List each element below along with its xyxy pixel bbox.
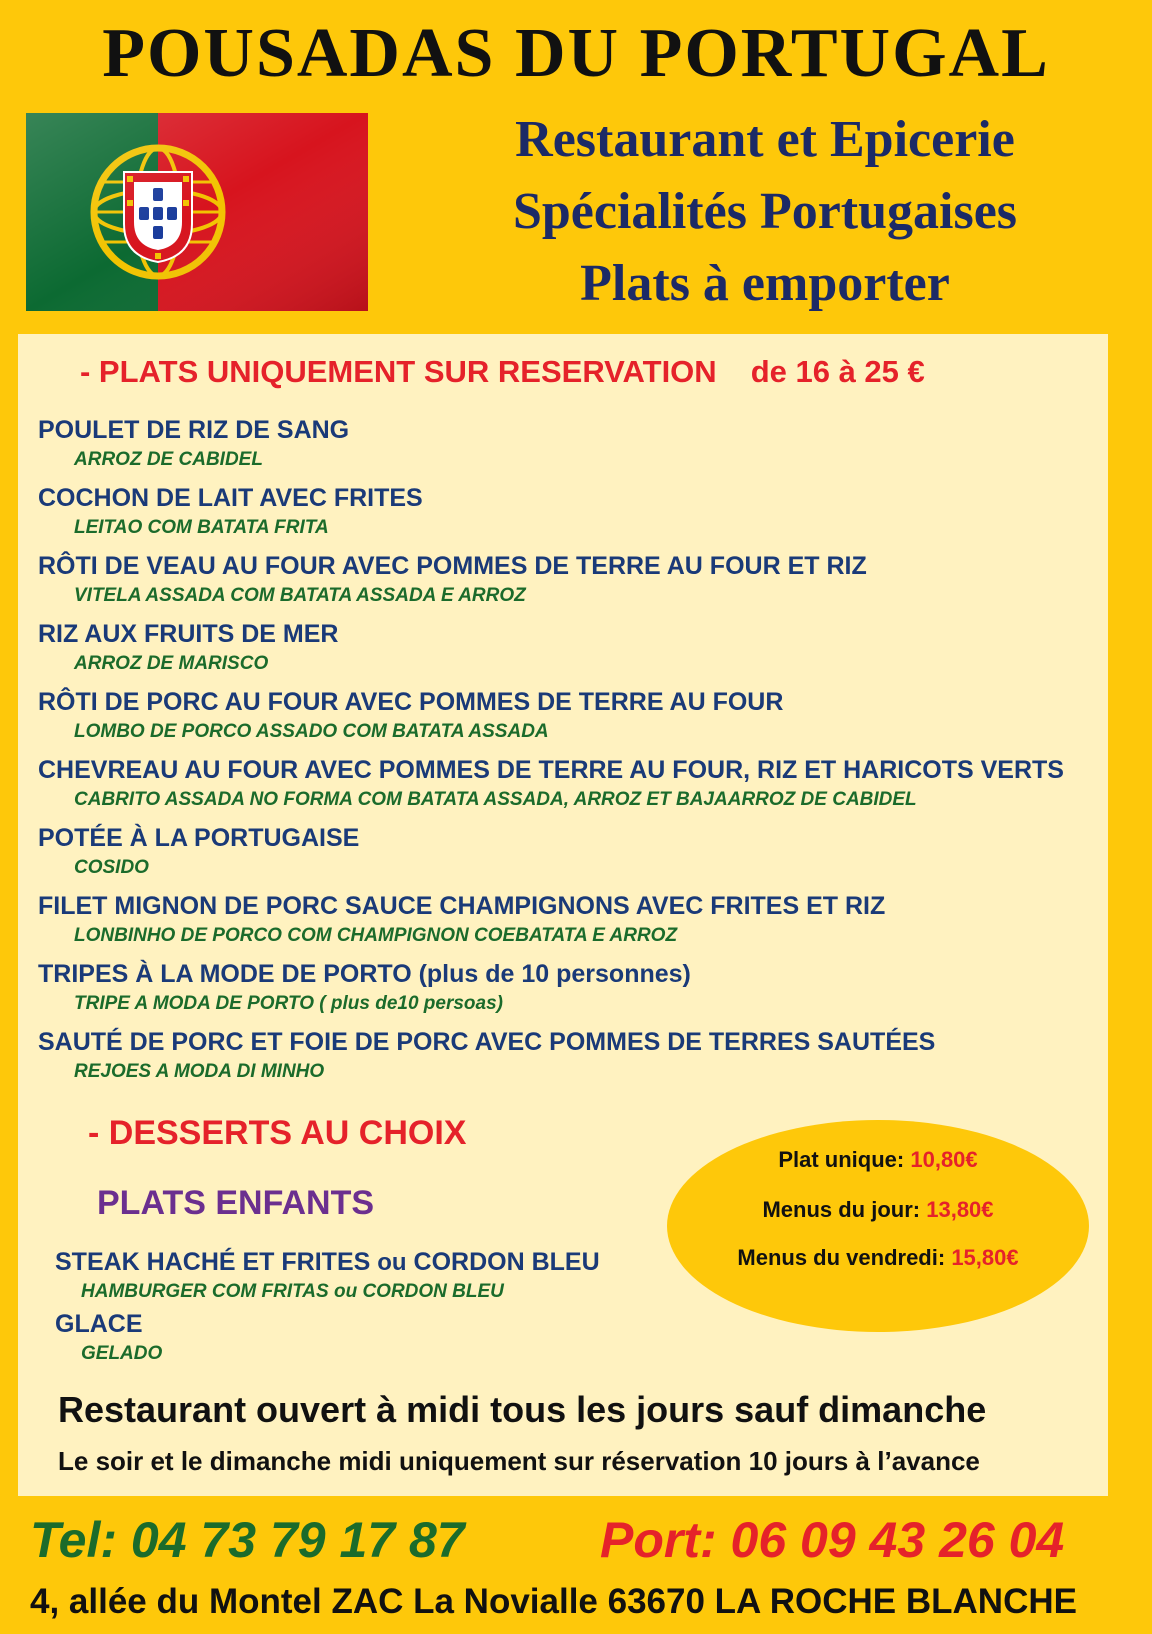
dish-name: FILET MIGNON DE PORC SAUCE CHAMPIGNONS AVEC FRITES ET RIZ	[38, 892, 886, 920]
dish-name: TRIPES À LA MODE DE PORTO (plus de 10 personnes)	[38, 960, 691, 988]
price-label: Menus du vendredi:	[737, 1245, 946, 1270]
address: 4, allée du Montel ZAC La Novialle 63670 LA ROCHE BLANCHE	[30, 1582, 1077, 1621]
dish-translation: COSIDO	[74, 857, 149, 878]
dish-name: POULET DE RIZ DE SANG	[38, 416, 350, 444]
dish-name: CHEVREAU AU FOUR AVEC POMMES DE TERRE AU FOUR, RIZ ET HARICOTS VERTS	[38, 756, 1064, 784]
price-value: 10,80€	[910, 1147, 978, 1172]
kids-dish-translation: HAMBURGER COM FRITAS ou CORDON BLEU	[81, 1281, 504, 1302]
dish-translation: TRIPE A MODA DE PORTO ( plus de10 persoas)	[74, 993, 503, 1014]
kids-dish-translation: GELADO	[81, 1343, 163, 1364]
reservation-price-range: de 16 à 25 €	[750, 354, 925, 389]
dish-translation: LOMBO DE PORCO ASSADO COM BATATA ASSADA	[74, 721, 549, 742]
dish-translation: CABRITO ASSADA NO FORMA COM BATATA ASSADA, ARROZ ET BAJAARROZ DE CABIDEL	[74, 789, 917, 810]
dish-translation: LEITAO COM BATATA FRITA	[74, 517, 329, 538]
portugal-flag-icon	[26, 113, 368, 311]
page-title: POUSADAS DU PORTUGAL	[102, 15, 1050, 92]
kids-dish-cordon: CORDON BLEU	[413, 1248, 600, 1276]
opening-hours: Restaurant ouvert à midi tous les jours sauf dimanche	[58, 1389, 987, 1430]
kids-dish-name	[55, 1246, 600, 1279]
dish-translation: REJOES A MODA DI MINHO	[74, 1061, 325, 1082]
dish-name: SAUTÉ DE PORC ET FOIE DE PORC AVEC POMMES DE TERRES SAUTÉES	[38, 1028, 936, 1056]
mobile-number[interactable]: Port: 06 09 43 26 04	[600, 1512, 1065, 1568]
kids-dish-name: GLACE	[55, 1310, 143, 1338]
dish-name: COCHON DE LAIT AVEC FRITES	[38, 484, 423, 512]
subtitle-emporter: Plats à emporter	[580, 255, 950, 312]
price-plat-unique	[667, 1146, 1089, 1174]
dish-name: POTÉE À LA PORTUGAISE	[38, 824, 360, 852]
price-menu-vendredi	[667, 1244, 1089, 1272]
desserts-heading: - DESSERTS AU CHOIX	[88, 1114, 467, 1152]
telephone-number[interactable]: Tel: 04 73 79 17 87	[30, 1512, 465, 1568]
price-value: 15,80€	[951, 1245, 1019, 1270]
reservation-note: Le soir et le dimanche midi uniquement sur réservation 10 jours à l’avance	[58, 1446, 980, 1476]
reservation-label: - PLATS UNIQUEMENT SUR RESERVATION	[80, 354, 717, 389]
subtitle-restaurant: Restaurant et Epicerie	[515, 111, 1015, 168]
dish-translation: LONBINHO DE PORCO COM CHAMPIGNON COEBATATA E ARROZ	[74, 925, 678, 946]
reservation-heading	[80, 352, 925, 392]
dish-translation: VITELA ASSADA COM BATATA ASSADA E ARROZ	[74, 585, 526, 606]
dish-translation: ARROZ DE MARISCO	[74, 653, 269, 674]
dish-translation: ARROZ DE CABIDEL	[74, 449, 263, 470]
dish-name: RÔTI DE VEAU AU FOUR AVEC POMMES DE TERRE AU FOUR ET RIZ	[38, 552, 867, 580]
kids-dish-or: ou	[377, 1249, 407, 1276]
dish-name: RÔTI DE PORC AU FOUR AVEC POMMES DE TERRE AU FOUR	[38, 688, 784, 716]
price-value: 13,80€	[926, 1197, 994, 1222]
price-label: Menus du jour:	[762, 1197, 921, 1222]
price-menu-jour	[667, 1196, 1089, 1224]
dish-name: RIZ AUX FRUITS DE MER	[38, 620, 339, 648]
price-label: Plat unique:	[778, 1147, 905, 1172]
kids-dish-steak: STEAK HACHÉ ET FRITES	[55, 1248, 371, 1276]
subtitle-specialites: Spécialités Portugaises	[512, 183, 1018, 240]
kids-heading: PLATS ENFANTS	[97, 1184, 375, 1222]
